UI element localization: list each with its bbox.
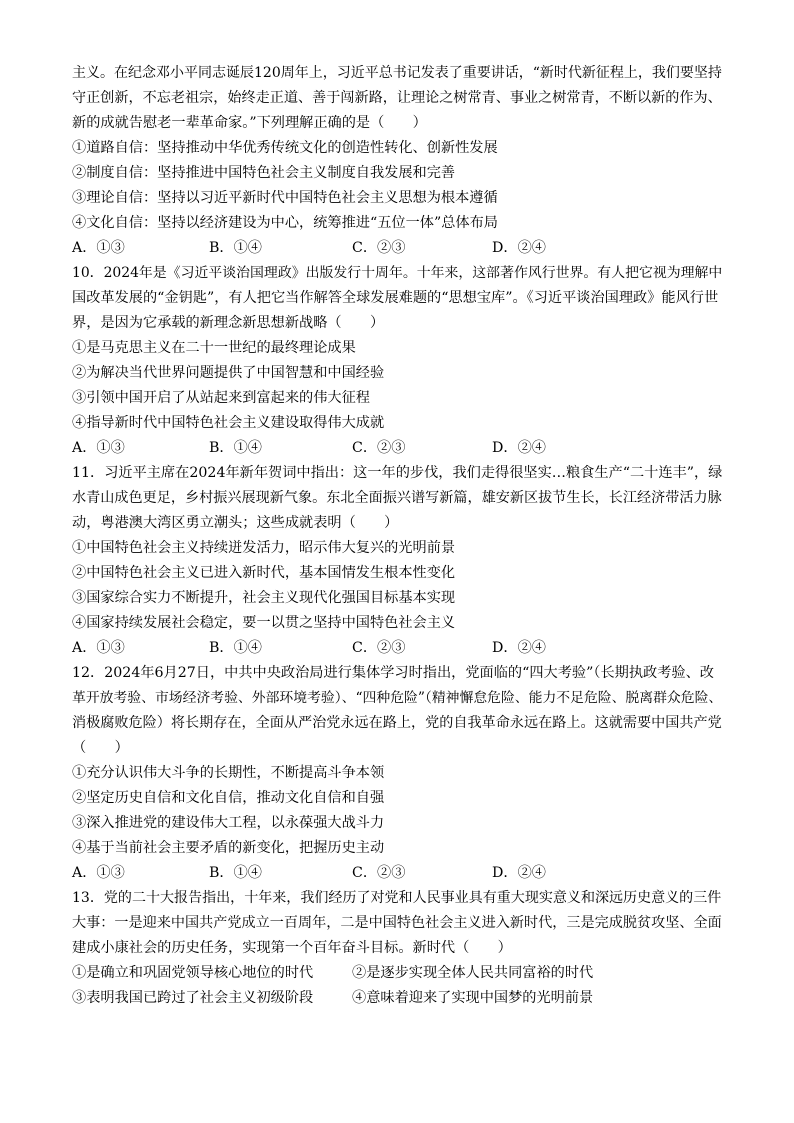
statement-item: ②是逐步实现全体人民共同富裕的时代	[352, 965, 594, 981]
question-stem-line: 11．习近平主席在2024年新年贺词中指出：这一年的步伐，我们走得很坚实…粮食生产“二十连丰”，绿	[72, 465, 723, 481]
choice-d: D．②④	[492, 865, 546, 881]
question-stem-line: 界，是因为它承载的新理念新思想新战略（ ）	[72, 315, 385, 331]
question-stem-line: 国改革发展的“金钥匙”，有人把它当作解答全球发展难题的“思想宝库”。《习近平谈治国理政》能风行世	[72, 290, 719, 306]
statement-item: ④基于当前社会主要矛盾的新变化，把握历史主动	[72, 840, 385, 856]
choice-c: C．②③	[352, 865, 406, 881]
statement-item: ①道路自信：坚持推动中华优秀传统文化的创造性转化、创新性发展	[72, 140, 498, 156]
choice-a: A．①③	[72, 640, 125, 656]
choice-a: A．①③	[72, 240, 125, 256]
choice-d: D．②④	[492, 440, 546, 456]
question-stem-line: 守正创新，不忘老祖宗，始终走正道、善于闯新路，让理论之树常青、事业之树常青，不断以新的作为、	[72, 90, 722, 106]
choice-b: B．①④	[209, 440, 262, 456]
statement-item: ①是确立和巩固党领导核心地位的时代	[72, 965, 314, 981]
choice-c: C．②③	[352, 440, 406, 456]
choice-c: C．②③	[352, 240, 406, 256]
choice-d: D．②④	[492, 240, 546, 256]
question-stem-line: 主义。在纪念邓小平同志诞辰120周年上，习近平总书记发表了重要讲话，“新时代新征程上，我们要坚持	[72, 65, 722, 81]
statement-item: ③表明我国已跨过了社会主义初级阶段	[72, 990, 314, 1006]
statement-item: ④国家持续发展社会稳定，要一以贯之坚持中国特色社会主义	[72, 615, 456, 631]
statement-item: ②为解决当代世界问题提供了中国智慧和中国经验	[72, 365, 385, 381]
statement-item: ④指导新时代中国特色社会主义建设取得伟大成就	[72, 415, 385, 431]
question-stem-line: 消极腐败危险）将长期存在，全面从严治党永远在路上，党的自我革命永远在路上。这就需要中国共产党	[72, 715, 722, 731]
statement-item: ③国家综合实力不断提升，社会主义现代化强国目标基本实现	[72, 590, 456, 606]
statement-item: ③引领中国开启了从站起来到富起来的伟大征程	[72, 390, 370, 406]
question-stem-line: 13．党的二十大报告指出，十年来，我们经历了对党和人民事业具有重大现实意义和深远历史意义的三件	[72, 890, 722, 906]
choice-c: C．②③	[352, 640, 406, 656]
choice-a: A．①③	[72, 440, 125, 456]
question-stem-line: （ ）	[72, 740, 129, 756]
statement-item: ③深入推进党的建设伟大工程，以永葆强大战斗力	[72, 815, 385, 831]
question-stem-line: 12．2024年6月27日，中共中央政治局进行集体学习时指出，党面临的“四大考验”（长期执政考验、改	[72, 665, 714, 681]
question-stem-line: 建成小康社会的历史任务，实现第一个百年奋斗目标。新时代（ ）	[72, 940, 512, 956]
choice-b: B．①④	[209, 240, 262, 256]
statement-item: ②制度自信：坚持推进中国特色社会主义制度自我发展和完善	[72, 165, 456, 181]
statement-item: ①是马克思主义在二十一世纪的最终理论成果	[72, 340, 356, 356]
question-stem-line: 新的成就告慰老一辈革命家。”下列理解正确的是（ ）	[72, 115, 427, 131]
choice-d: D．②④	[492, 640, 546, 656]
choice-b: B．①④	[209, 865, 262, 881]
statement-item: ④意味着迎来了实现中国梦的光明前景	[352, 990, 594, 1006]
question-stem-line: 动，粤港澳大湾区勇立潮头；这些成就表明（ ）	[72, 515, 399, 531]
statement-item: ③理论自信：坚持以习近平新时代中国特色社会主义思想为根本遵循	[72, 190, 498, 206]
statement-item: ②中国特色社会主义已进入新时代，基本国情发生根本性变化	[72, 565, 456, 581]
question-stem-line: 革开放考验、市场经济考验、外部环境考验）、“四种危险”（精神懈怠危险、能力不足危险、脱离群众危险、	[72, 690, 723, 706]
question-stem-line: 10．2024年是《习近平谈治国理政》出版发行十周年。十年来，这部著作风行世界。有人把它视为理解中	[72, 265, 723, 281]
choice-b: B．①④	[209, 640, 262, 656]
question-stem-line: 水青山成色更足，乡村振兴展现新气象。东北全面振兴谱写新篇，雄安新区拔节生长，长江经济带活力脉	[72, 490, 722, 506]
question-stem-line: 大事：一是迎来中国共产党成立一百周年，二是中国特色社会主义进入新时代，三是完成脱贫攻坚、全面	[72, 915, 722, 931]
statement-item: ②坚定历史自信和文化自信，推动文化自信和自强	[72, 790, 385, 806]
choice-a: A．①③	[72, 865, 125, 881]
statement-item: ①中国特色社会主义持续迸发活力，昭示伟大复兴的光明前景	[72, 540, 456, 556]
statement-item: ④文化自信：坚持以经济建设为中心，统筹推进“五位一体”总体布局	[72, 215, 498, 231]
statement-item: ①充分认识伟大斗争的长期性，不断提高斗争本领	[72, 765, 385, 781]
